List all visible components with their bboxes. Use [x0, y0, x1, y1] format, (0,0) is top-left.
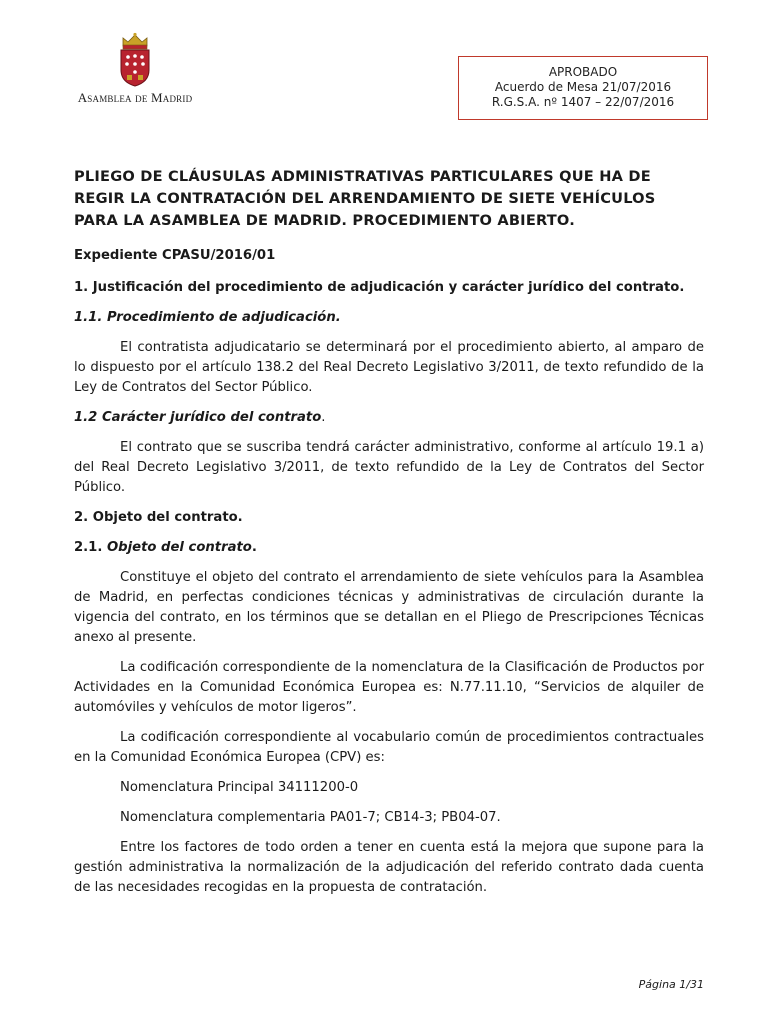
stamp-status: APROBADO [548, 65, 618, 79]
asamblea-logo [50, 32, 220, 106]
section-2-1-number: 2.1. [74, 540, 107, 555]
section-2-1-paragraph-4: Nomenclatura Principal 34111200-0 [120, 780, 359, 795]
section-2-1-suffix: . [251, 540, 257, 555]
section-2-1-heading [74, 538, 704, 558]
section-1-2-heading [74, 408, 704, 428]
section-2-1-paragraph-5: Nomenclatura complementaria PA01-7; CB14-3; PB04-07. [120, 810, 501, 825]
stamp-agreement: Acuerdo de Mesa 21/07/2016 [494, 80, 672, 94]
page-number: Página 1/31 [638, 978, 704, 991]
stamp-registry: R.G.S.A. nº 1407 – 22/07/2016 [491, 95, 675, 109]
document-body [74, 166, 704, 908]
section-2-1-paragraph-3: La codificación correspondiente al vocabulario común de procedimientos contractuales en la Comunidad Económica Europea (CPV) es: [74, 730, 704, 765]
section-2-1-title: Objeto del contrato [106, 540, 252, 555]
section-2-heading: 2. Objeto del contrato. [74, 510, 243, 525]
section-2-1-paragraph-2: La codificación correspondiente de la nomenclatura de la Clasificación de Productos por Actividades en la Comunidad Económica Europea es: N.77.11.10, “Servicios de alquiler de automóviles y vehículos de motor ligeros”. [74, 660, 704, 715]
section-1-2-title: 1.2 Carácter jurídico del contrato [74, 410, 322, 425]
document-title: PLIEGO DE CLÁUSULAS ADMINISTRATIVAS PARTICULARES QUE HA DE REGIR LA CONTRATACIÓN DEL ARRENDAMIENTO DE SIETE VEHÍCULOS PARA LA ASAMBLEA DE MADRID. PROCEDIMIENTO ABIERTO. [74, 168, 656, 229]
coat-of-arms-icon [115, 32, 155, 88]
section-2-1-paragraph-6: Entre los factores de todo orden a tener en cuenta está la mejora que supone para la gestión administrativa la normalización de la adjudicación del referido contrato dada cuenta de las necesidades recogidas en la propuesta de contratación. [74, 840, 704, 895]
approval-stamp [458, 56, 708, 120]
section-1-2-suffix: . [321, 410, 326, 425]
expediente-number: Expediente CPASU/2016/01 [74, 248, 276, 263]
section-2-1-paragraph-1: Constituye el objeto del contrato el arrendamiento de siete vehículos para la Asamblea de Madrid, en perfectas condiciones técnicas y administrativas de circulación durante la vigencia del contrato, en los términos que se detallan en el Pliego de Prescripciones Técnicas anexo al presente. [74, 570, 704, 645]
section-1-1-paragraph: El contratista adjudicatario se determinará por el procedimiento abierto, al amparo de lo dispuesto por el artículo 138.2 del Real Decreto Legislativo 3/2011, de texto refundido de la Ley de Contratos del Sector Público. [74, 340, 704, 395]
section-1-heading: 1. Justificación del procedimiento de adjudicación y carácter jurídico del contrato. [74, 280, 685, 295]
org-name: Asamblea de Madrid [77, 90, 193, 105]
section-1-2-paragraph: El contrato que se suscriba tendrá carácter administrativo, conforme al artículo 19.1 a) del Real Decreto Legislativo 3/2011, de texto refundido de la Ley de Contratos del Sector Público. [74, 440, 704, 495]
section-1-1-heading: 1.1. Procedimiento de adjudicación. [74, 310, 341, 325]
